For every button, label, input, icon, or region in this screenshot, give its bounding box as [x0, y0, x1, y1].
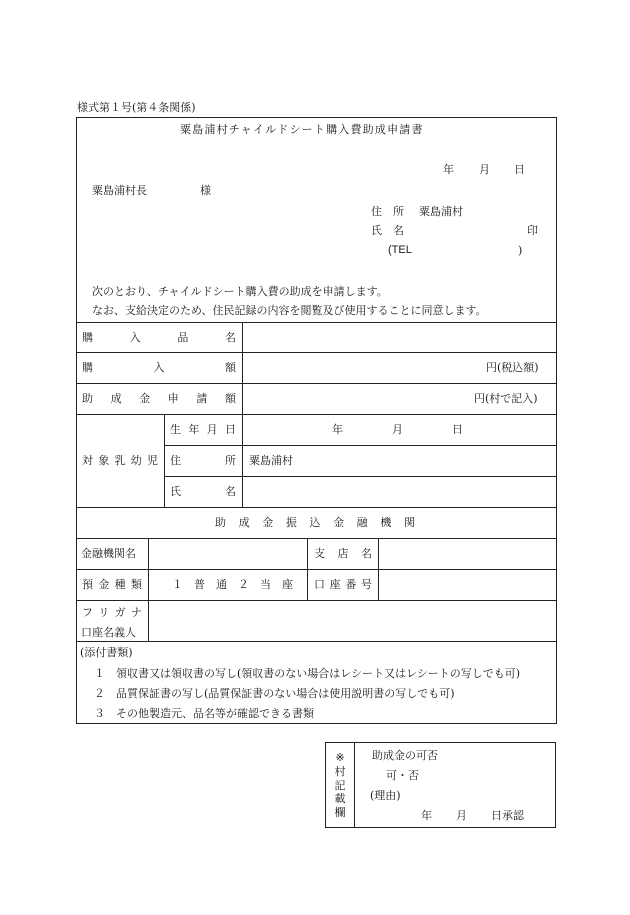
child-address-value: 粟島浦村	[249, 454, 293, 467]
child-birth-label: 生 年 月 日	[170, 423, 236, 436]
child-birth-day: 日	[452, 423, 463, 436]
attachment-item-2: ２ 品質保証書の写し(品質保証書のない場合は使用説明書の写しでも可)	[94, 687, 455, 700]
bank-branch-label: 支 店 名	[314, 547, 372, 560]
applicant-name-label: 氏 名	[371, 224, 404, 237]
applicant-address-value: 粟島浦村	[419, 205, 463, 218]
child-address-label: 住 所	[170, 454, 236, 467]
request-amount-label: 助 成 金 申 請 額	[82, 392, 236, 405]
date-year-label: 年	[443, 163, 454, 176]
addressee-name: 粟島浦村長	[92, 184, 147, 197]
rule	[76, 507, 557, 508]
rule	[242, 322, 243, 507]
form-number: 様式第１号(第４条関係)	[77, 101, 196, 114]
rule	[76, 383, 557, 384]
account-number-label: 口 座 番 号	[314, 578, 372, 591]
request-amount-unit: 円(村で記入)	[474, 392, 538, 405]
addressee-honorific: 様	[200, 184, 211, 197]
bank-institution-label: 金融機関名	[81, 547, 136, 560]
purchase-amount-unit: 円(税込額)	[486, 361, 539, 374]
rule	[164, 476, 557, 477]
applicant-address-label: 住 所	[371, 205, 404, 218]
statement-line-2: なお、支給決定のため、住民記録の内容を閲覧及び使用することに同意します。	[92, 304, 487, 317]
attachment-item-1: １ 領収書又は領収書の写し(領収書のない場合はレシート又はレシートの写しでも可)	[94, 667, 521, 680]
attachments-title: (添付書類)	[80, 646, 133, 659]
rule	[164, 414, 165, 507]
purchase-amount-label: 購 入 額	[82, 361, 236, 374]
approval-date-month: 月	[456, 809, 467, 822]
furigana-label: フ リ ガ ナ	[82, 606, 142, 619]
rule	[76, 352, 557, 353]
rule	[378, 538, 379, 600]
deposit-type-options: １ 普 通 ２ 当 座	[172, 578, 293, 591]
child-label: 対 象 乳 幼 児	[82, 454, 158, 467]
attachment-item-3: ３ その他製造元、品名等が確認できる書類	[94, 707, 314, 720]
statement-line-1: 次のとおり、チャイルドシート購入費の助成を申請します。	[92, 285, 388, 298]
child-birth-month: 月	[392, 423, 403, 436]
form-title: 粟島浦村チャイルドシート購入費助成申請書	[180, 123, 424, 136]
purchase-item-label: 購 入 品 名	[82, 331, 236, 344]
approval-date-year: 年	[421, 809, 432, 822]
child-name-label: 氏 名	[170, 485, 236, 498]
deposit-type-label: 預 金 種 類	[82, 578, 142, 591]
rule	[76, 414, 557, 415]
tel-close: )	[518, 244, 523, 257]
rule	[76, 322, 557, 323]
approval-date-day: 日承認	[491, 809, 524, 822]
date-day-label: 日	[514, 163, 525, 176]
rule	[354, 742, 355, 828]
tel-open: (TEL	[388, 244, 412, 256]
date-month-label: 月	[479, 163, 490, 176]
rule	[164, 445, 557, 446]
rule	[148, 538, 149, 641]
approval-reason: (理由)	[370, 789, 401, 802]
approval-options: 可・否	[386, 769, 419, 782]
account-holder-label: 口座名義人	[81, 626, 136, 639]
bank-section-title: 助 成 金 振 込 金 融 機 関	[215, 516, 415, 529]
approval-title: 助成金の可否	[372, 749, 438, 762]
rule	[76, 641, 557, 642]
office-use-label: ※ 村 記 載 欄	[334, 751, 346, 819]
seal-mark: 印	[527, 224, 538, 237]
rule	[307, 538, 308, 600]
child-birth-year: 年	[332, 423, 343, 436]
